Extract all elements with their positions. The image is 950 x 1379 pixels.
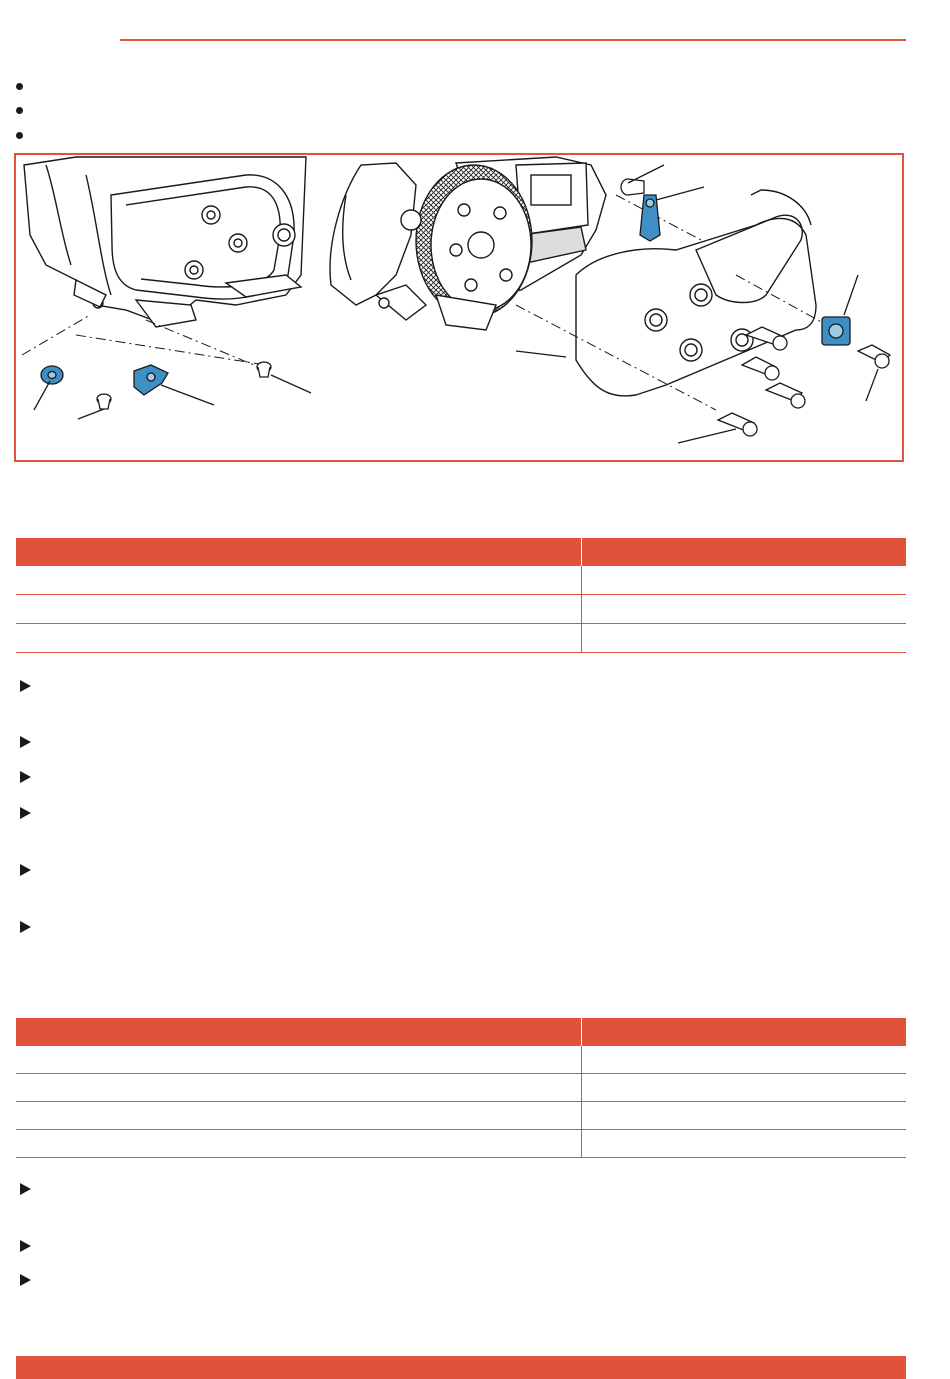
step-arrow-icon [20,864,31,876]
list-item [16,123,37,148]
instruction-step [20,1183,45,1195]
table-row [16,1074,906,1102]
instruction-step [20,864,45,876]
step-arrow-icon [20,771,31,783]
header-rule [120,39,906,41]
table-header [16,1018,906,1046]
spec-table-1 [16,538,906,653]
instruction-step [20,736,45,748]
bullet-dot-icon [16,83,23,90]
instruction-step [20,921,45,933]
table-header [16,538,906,566]
footer-bar [16,1356,906,1379]
instruction-step [20,807,45,819]
table-row [16,1130,906,1158]
list-item [16,74,37,99]
table-row [16,566,906,595]
instruction-step [20,771,45,783]
bullet-dot-icon [16,132,23,139]
bullet-dot-icon [16,107,23,114]
step-arrow-icon [20,680,31,692]
table-row [16,1102,906,1130]
step-arrow-icon [20,1183,31,1195]
instruction-step [20,1274,45,1286]
bullet-list [16,74,37,148]
left-parts [34,362,311,419]
instruction-step [20,680,45,692]
step-arrow-icon [20,921,31,933]
table-row [16,595,906,624]
left-exploded-view [22,157,306,370]
diagram-svg [16,155,902,460]
exploded-diagram [14,153,904,462]
spec-table-2 [16,1018,906,1158]
step-arrow-icon [20,807,31,819]
table-row [16,624,906,653]
instruction-step [20,1240,45,1252]
step-arrow-icon [20,736,31,748]
step-arrow-icon [20,1274,31,1286]
step-arrow-icon [20,1240,31,1252]
list-item [16,99,37,124]
table-row [16,1046,906,1074]
